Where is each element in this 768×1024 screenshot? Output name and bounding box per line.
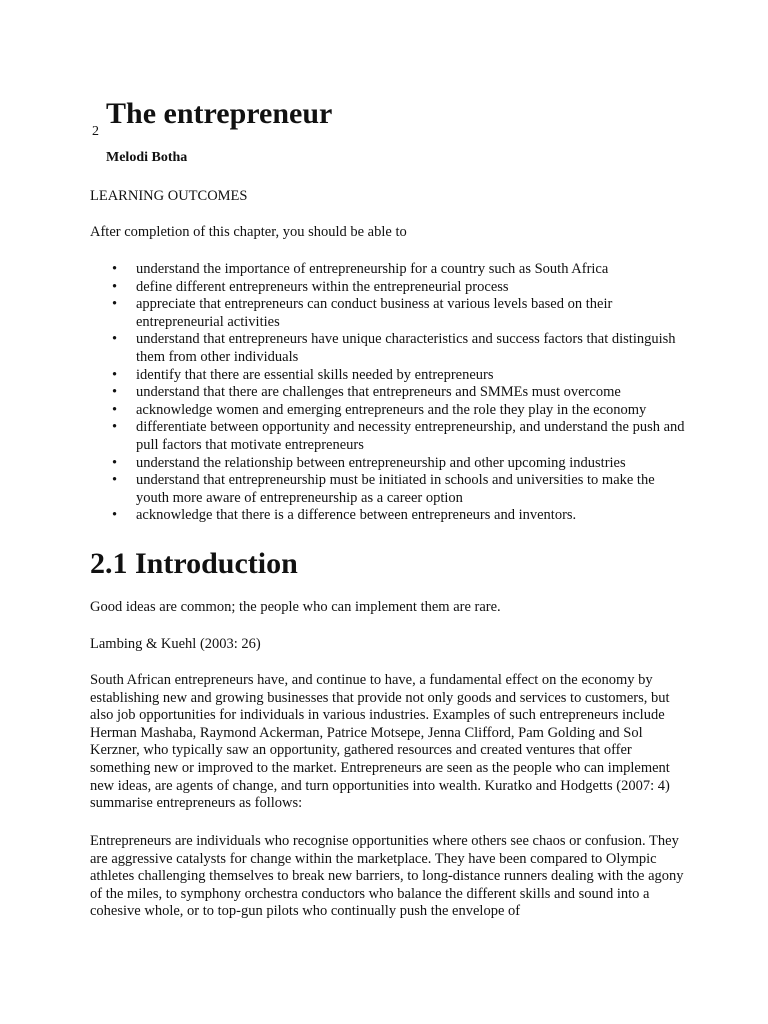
list-item: • define different entrepreneurs within the entrepreneurial process <box>90 279 690 297</box>
body-paragraph: South African entrepreneurs have, and continue to have, a fundamental effect on the economy by establishing new and growing businesses that provide not only goods and services to customers, but also job opportunities for individuals in various industries. Examples of such entrepreneurs include Herman Mashaba, Raymond Ackerman, Patrice Motsepe, Jenna Clifford, Pam Golding and Sol Kerzner, who typically saw an opportunity, gathered resources and created ventures that offer something new or improved to the market. Entrepreneurs are seen as the people who can implement new ideas, are agents of change, and turn opportunities into wealth. Kuratko and Hodgetts (2007: 4) summarise entrepreneurs as follows: <box>90 672 670 812</box>
list-item: • understand that there are challenges that entrepreneurs and SMMEs must overcome <box>90 384 690 402</box>
list-item: • understand the relationship between entrepreneurship and other upcoming industries <box>90 455 690 473</box>
epigraph-citation: Lambing & Kuehl (2003: 26) <box>90 636 261 652</box>
learning-outcomes-list <box>90 261 690 525</box>
list-item: • differentiate between opportunity and necessity entrepreneurship, and understand the push and pull factors that motivate entrepreneurs <box>90 419 690 454</box>
chapter-title: The entrepreneur <box>106 97 333 130</box>
body-paragraph: Entrepreneurs are individuals who recognise opportunities where others see chaos or confusion. They are aggressive catalysts for change within the marketplace. They have been compared to Olympic athletes challenging themselves to break new barriers, to long-distance runners dealing with the agony of the miles, to symphony orchestra conductors who balance the different skills and sound into a cohesive whole, or to top-gun pilots who continually push the envelope of <box>90 833 684 920</box>
section-title: 2.1 Introduction <box>90 547 298 580</box>
learning-outcomes-heading: LEARNING OUTCOMES <box>90 188 248 204</box>
list-item: • understand the importance of entrepreneurship for a country such as South Africa <box>90 261 690 279</box>
list-item: • acknowledge women and emerging entrepreneurs and the role they play in the economy <box>90 402 690 420</box>
list-item: • acknowledge that there is a difference between entrepreneurs and inventors. <box>90 507 690 525</box>
list-item: • identify that there are essential skills needed by entrepreneurs <box>90 367 690 385</box>
learning-outcomes-intro: After completion of this chapter, you should be able to <box>90 224 407 240</box>
list-item: • understand that entrepreneurs have unique characteristics and success factors that distinguish them from other individuals <box>90 331 690 366</box>
epigraph-quote: Good ideas are common; the people who can implement them are rare. <box>90 599 501 615</box>
list-item: • understand that entrepreneurship must be initiated in schools and universities to make the youth more aware of entrepreneurship as a career option <box>90 472 690 507</box>
chapter-number: 2 <box>92 124 99 139</box>
author-name: Melodi Botha <box>106 150 188 165</box>
list-item: • appreciate that entrepreneurs can conduct business at various levels based on their entrepreneurial activities <box>90 296 690 331</box>
chapter-header <box>90 94 690 144</box>
